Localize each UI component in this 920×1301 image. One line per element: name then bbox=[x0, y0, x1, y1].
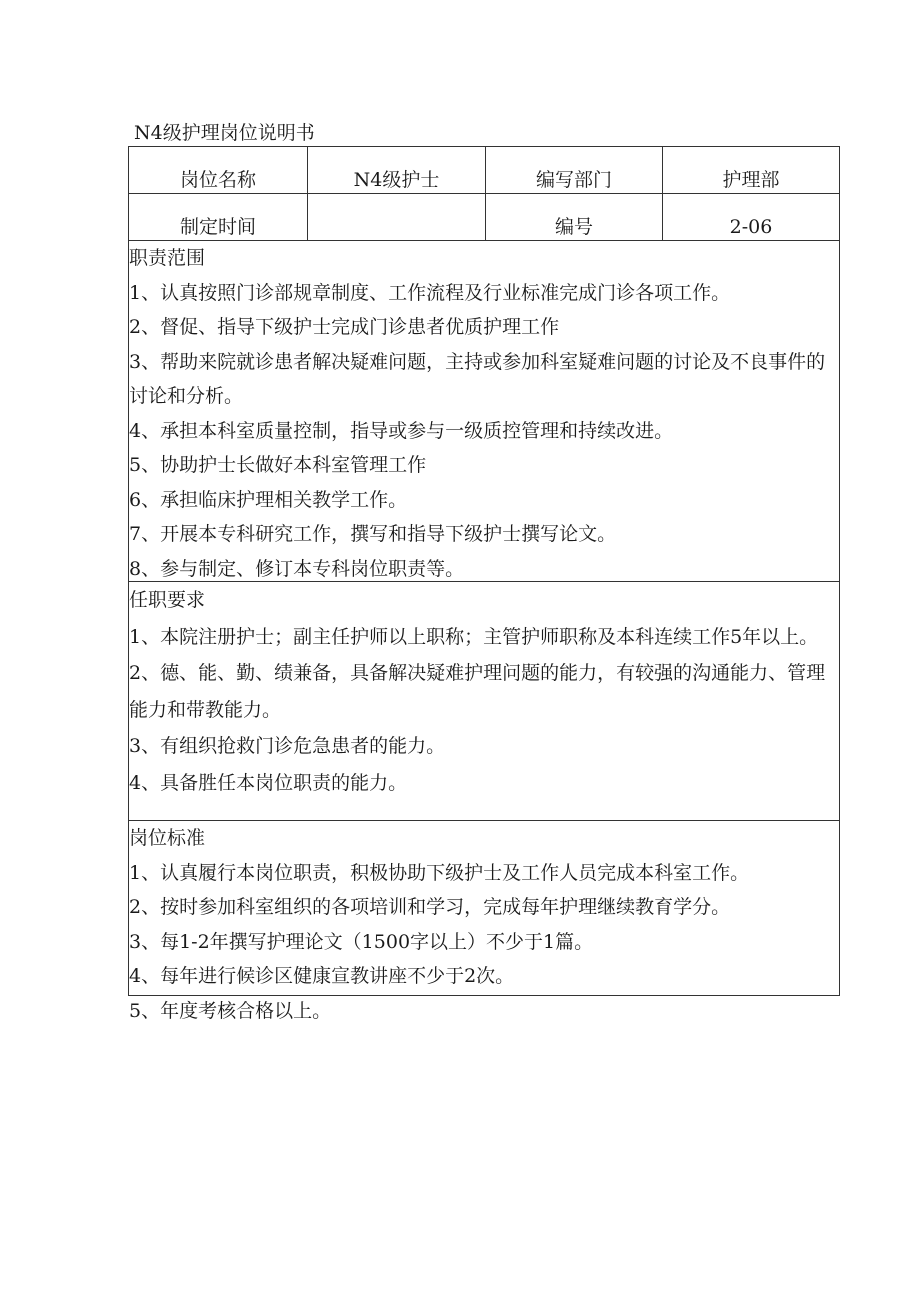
requirement-item: 3、有组织抢救门诊危急患者的能力。 bbox=[129, 735, 446, 757]
job-description-table bbox=[128, 146, 840, 1022]
requirement-item: 1、本院注册护士；副主任护师以上职称；主管护师职称及本科连续工作5年以上。 bbox=[129, 625, 819, 648]
duty-item: 3、帮助来院就诊患者解决疑难问题，主持或参加科室疑难问题的讨论及不良事件的讨论和分析。 bbox=[129, 350, 826, 407]
value-department: 护理部 bbox=[722, 169, 780, 191]
standard-item: 2、按时参加科室组织的各项培训和学习，完成每年护理继续教育学分。 bbox=[129, 896, 731, 918]
requirements-section bbox=[129, 582, 839, 821]
duty-item: 2、督促、指导下级护士完成门诊患者优质护理工作 bbox=[129, 316, 560, 338]
standard-item: 1、认真履行本岗位职责，积极协助下级护士及工作人员完成本科室工作。 bbox=[129, 861, 750, 884]
requirement-item: 2、德、能、勤、绩兼备，具备解决疑难护理问题的能力，有较强的沟通能力、管理能力和带教能力。 bbox=[129, 662, 826, 721]
requirements-heading: 任职要求 bbox=[129, 589, 206, 611]
duty-item: 6、承担临床护理相关教学工作。 bbox=[129, 488, 408, 511]
duties-heading: 职责范围 bbox=[129, 247, 206, 269]
value-number: 2-06 bbox=[729, 216, 773, 238]
duty-item: 4、承担本科室质量控制，指导或参与一级质控管理和持续改进。 bbox=[129, 419, 674, 442]
duty-item: 1、认真按照门诊部规章制度、工作流程及行业标准完成门诊各项工作。 bbox=[129, 281, 731, 304]
info-row-1 bbox=[129, 147, 839, 194]
label-date: 制定时间 bbox=[129, 194, 308, 240]
info-row-2 bbox=[129, 194, 839, 241]
duty-item: 8、参与制定、修订本专科岗位职责等。 bbox=[129, 557, 465, 580]
duties-section bbox=[129, 241, 839, 582]
standard-item: 4、每年进行候诊区健康宣教讲座不少于2次。 bbox=[129, 965, 515, 987]
standard-item: 3、每1-2年撰写护理论文（1500字以上）不少于1篇。 bbox=[129, 930, 594, 953]
value-position-name: N4级护士 bbox=[308, 147, 486, 193]
standards-heading: 岗位标准 bbox=[129, 827, 206, 849]
duty-item: 7、开展本专科研究工作，撰写和指导下级护士撰写论文。 bbox=[129, 523, 617, 545]
duty-item: 5、协助护士长做好本科室管理工作 bbox=[129, 454, 427, 476]
label-position-name: 岗位名称 bbox=[129, 147, 308, 193]
label-number: 编号 bbox=[486, 194, 663, 240]
label-department: 编写部门 bbox=[486, 147, 663, 193]
document-title: N4级护理岗位说明书 bbox=[134, 122, 315, 144]
standards-section bbox=[129, 821, 839, 1022]
value-date bbox=[308, 194, 486, 240]
standard-item: 5、年度考核合格以上。 bbox=[129, 999, 332, 1022]
requirement-item: 4、具备胜任本岗位职责的能力。 bbox=[129, 771, 408, 794]
